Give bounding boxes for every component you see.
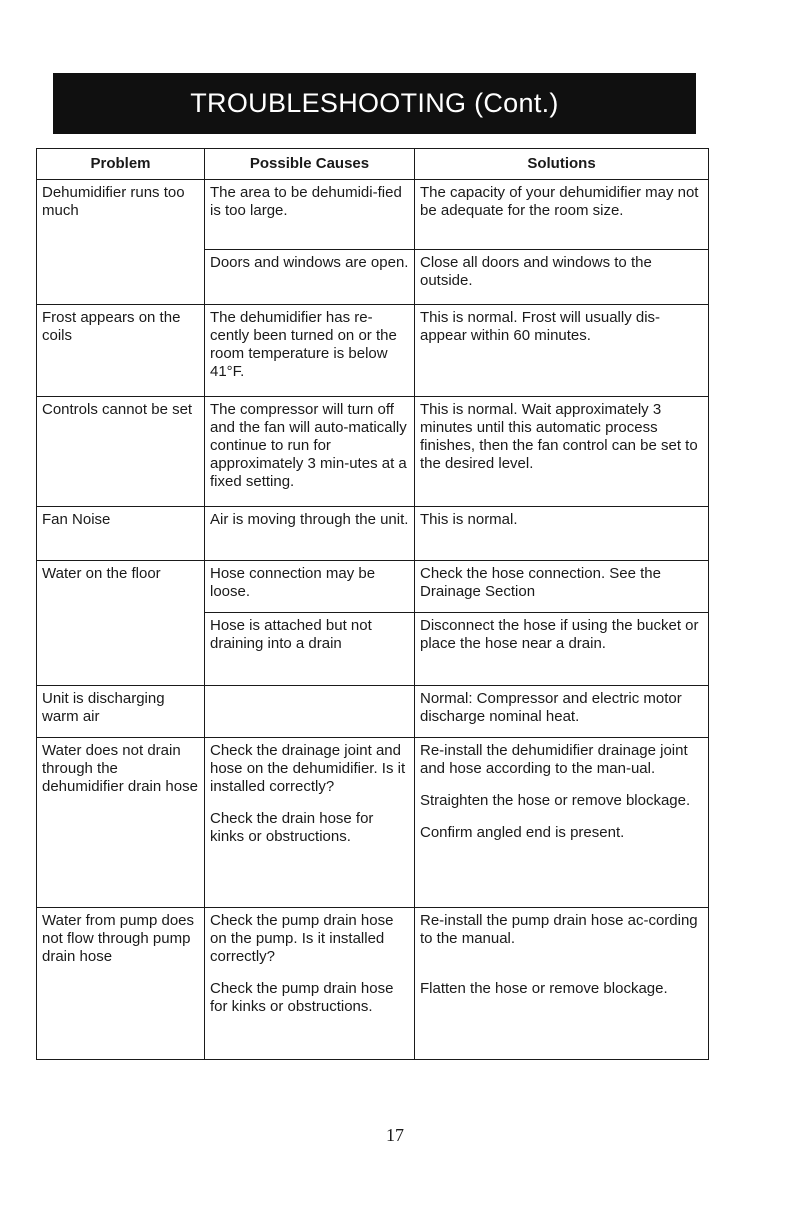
solution-cell: Disconnect the hose if using the bucket or place the hose near a drain.	[415, 613, 709, 686]
table-row	[37, 908, 709, 1060]
solution-cell	[415, 738, 709, 908]
troubleshooting-table	[36, 148, 709, 1060]
problem-cell: Water on the floor	[37, 561, 205, 686]
page-title: TROUBLESHOOTING (Cont.)	[190, 88, 559, 118]
solution-cell: Normal: Compressor and electric motor discharge nominal heat.	[415, 686, 709, 738]
solution-cell: This is normal.	[415, 507, 709, 561]
cause-cell: The area to be dehumidi-fied is too large.	[205, 180, 415, 250]
solution-cell: This is normal. Wait approximately 3 minutes until this automatic process finishes, then the fan control can be set to the desired level.	[415, 397, 709, 507]
problem-cell: Water from pump does not flow through pump drain hose	[37, 908, 205, 1060]
solution-cell: Close all doors and windows to the outside.	[415, 250, 709, 305]
solution-text: Flatten the hose or remove blockage.	[420, 980, 668, 997]
solution-text: Re-install the dehumidifier drainage joint and hose according to the man-ual.	[420, 742, 688, 777]
table-row	[37, 305, 709, 397]
cause-cell	[205, 908, 415, 1060]
page-title-banner	[53, 73, 696, 134]
column-header-causes: Possible Causes	[205, 149, 415, 180]
cause-cell	[205, 738, 415, 908]
solution-cell: This is normal. Frost will usually dis-appear within 60 minutes.	[415, 305, 709, 397]
column-header-solutions: Solutions	[415, 149, 709, 180]
problem-cell: Controls cannot be set	[37, 397, 205, 507]
cause-cell: The dehumidifier has re-cently been turned on or the room temperature is below 41°F.	[205, 305, 415, 397]
table-row	[37, 561, 709, 613]
table-row	[37, 180, 709, 250]
cause-text: Check the drainage joint and hose on the dehumidifier. Is it installed correctly?	[210, 742, 406, 795]
cause-text: Check the pump drain hose on the pump. Is it installed correctly?	[210, 912, 394, 965]
page-number: 17	[386, 1125, 404, 1145]
solution-text: Re-install the pump drain hose ac-cording to the manual.	[420, 912, 698, 947]
cause-cell	[205, 686, 415, 738]
solution-cell: Check the hose connection. See the Drainage Section	[415, 561, 709, 613]
cause-cell: Doors and windows are open.	[205, 250, 415, 305]
column-header-problem: Problem	[37, 149, 205, 180]
solution-text: Confirm angled end is present.	[420, 824, 625, 841]
table-row	[37, 397, 709, 507]
problem-cell: Unit is discharging warm air	[37, 686, 205, 738]
cause-cell: The compressor will turn off and the fan will auto-matically continue to run for approximately 3 min-utes at a fixed setting.	[205, 397, 415, 507]
problem-cell: Dehumidifier runs too much	[37, 180, 205, 305]
cause-cell: Hose is attached but not draining into a drain	[205, 613, 415, 686]
table-row	[37, 507, 709, 561]
problem-cell: Water does not drain through the dehumidifier drain hose	[37, 738, 205, 908]
table-row	[37, 738, 709, 908]
cause-cell: Air is moving through the unit.	[205, 507, 415, 561]
cause-cell: Hose connection may be loose.	[205, 561, 415, 613]
problem-cell: Frost appears on the coils	[37, 305, 205, 397]
cause-text: Check the pump drain hose for kinks or obstructions.	[210, 980, 394, 1015]
solution-cell: The capacity of your dehumidifier may not be adequate for the room size.	[415, 180, 709, 250]
solution-text: Straighten the hose or remove blockage.	[420, 792, 691, 809]
table-row	[37, 686, 709, 738]
solution-cell	[415, 908, 709, 1060]
cause-text: Check the drain hose for kinks or obstructions.	[210, 810, 374, 845]
problem-cell: Fan Noise	[37, 507, 205, 561]
table-header-row	[37, 149, 709, 180]
